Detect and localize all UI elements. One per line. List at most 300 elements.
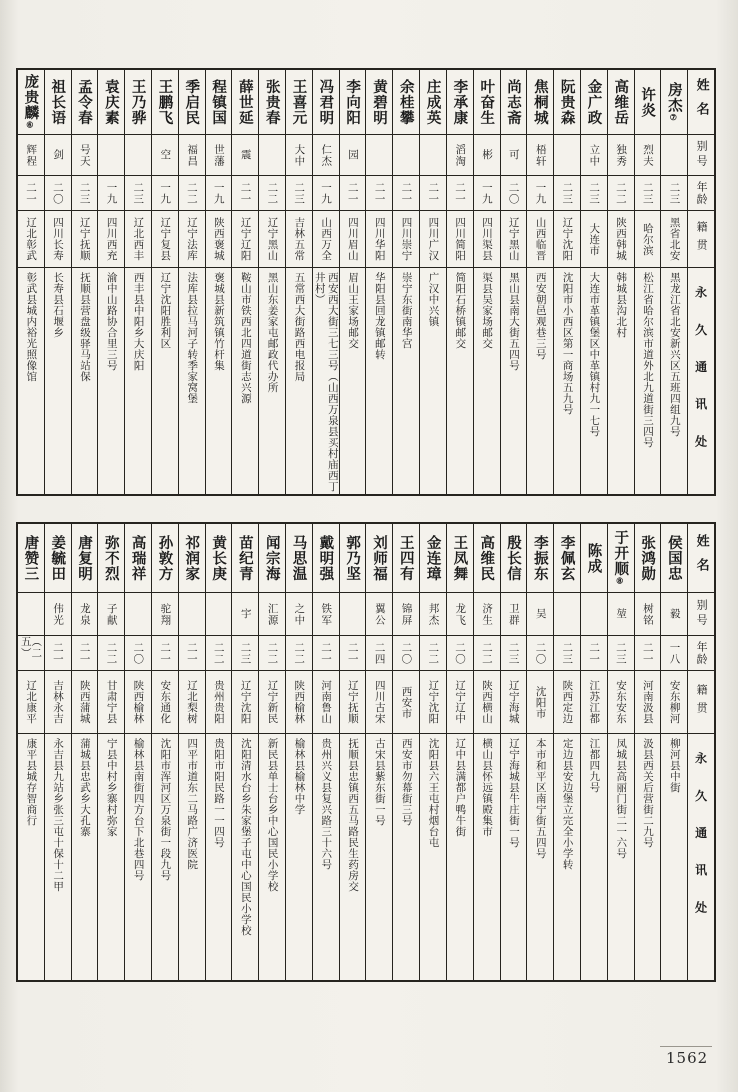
person-column (660, 524, 687, 980)
person-address: 黑龙江省北安新兴区五班四组九号 (668, 272, 681, 437)
native-place-cell (72, 211, 98, 268)
age-cell (125, 176, 151, 211)
age-cell (72, 176, 98, 211)
age-cell (608, 636, 634, 671)
person-alias: 龙飞 (454, 602, 467, 626)
person-age: 二一 (78, 641, 91, 665)
age-cell (152, 636, 178, 671)
age-cell (340, 636, 366, 671)
person-age: （二五） (19, 636, 43, 659)
name-cell (581, 70, 607, 135)
person-column (553, 524, 580, 980)
address-cell (501, 734, 527, 980)
age-cell (447, 636, 473, 671)
person-age: 二四 (373, 641, 386, 665)
person-name-text: 唐复明 (76, 534, 94, 582)
name-cell (45, 524, 71, 593)
person-age: 二一 (427, 181, 440, 205)
name-cell (286, 70, 312, 135)
header-alias (688, 135, 714, 176)
age-cell (393, 636, 419, 671)
person-age: 二一 (239, 181, 252, 205)
person-column (500, 524, 527, 980)
person-address: 辽中县满都户鸭牛街 (454, 738, 467, 837)
person-column (634, 70, 661, 494)
person-address: 黑山东姜家屯邮政代办所 (266, 272, 279, 393)
person-name-text: 祁润家 (183, 534, 201, 582)
address-cell (259, 734, 285, 980)
person-native-place: 辽宁海城 (507, 680, 520, 724)
person-native-place: 辽北康平 (25, 680, 38, 724)
native-place-cell (366, 211, 392, 268)
person-address: 长寿县石堰乡 (52, 272, 65, 338)
person-name-text: 郭乃坚 (344, 534, 362, 582)
person-address: 沈阳市浑河区万泉街一段九号 (159, 738, 172, 881)
alias-cell (554, 593, 580, 636)
person-alias: 可 (507, 149, 520, 161)
person-name-text: 闻宗海 (263, 534, 281, 582)
alias-cell (608, 593, 634, 636)
person-name (479, 535, 494, 582)
person-age: 二一 (346, 181, 359, 205)
person-age: 二三 (641, 181, 654, 205)
person-address: 五常西大街路西电报局 (293, 272, 306, 382)
alias-cell (232, 135, 258, 176)
person-name (613, 530, 628, 586)
person-name-text: 王凤舞 (451, 534, 469, 582)
address-cell (635, 268, 661, 494)
person-name (318, 79, 333, 126)
header-address (688, 268, 714, 494)
person-age: 二三 (668, 181, 681, 205)
person-name-text: 王鹏飞 (156, 78, 174, 126)
person-address: 简阳石桥镇邮交 (454, 272, 467, 349)
address-cell (98, 734, 124, 980)
address-cell (661, 734, 687, 980)
alias-cell (125, 593, 151, 636)
person-alias: 滔淘 (454, 143, 467, 167)
person-name-text: 李承康 (451, 78, 469, 126)
person-alias: 吴 (534, 608, 547, 620)
person-age: 二二 (266, 641, 279, 665)
person-native-place: 沈阳市 (534, 685, 547, 719)
address-cell (179, 268, 205, 494)
person-age: 二三 (78, 181, 91, 205)
name-cell (608, 524, 634, 593)
alias-cell (447, 593, 473, 636)
person-age: 二二 (266, 181, 279, 205)
person-alias: 号天 (78, 143, 91, 167)
person-address: 沈阳清水台乡朱家堡子屯中心国民小学校 (239, 738, 252, 936)
person-native-place: 四川简阳 (454, 217, 467, 261)
person-name (667, 82, 682, 122)
person-address: 松江省哈尔滨市道外北九道街三四号 (642, 272, 655, 448)
person-native-place: 四川华阳 (373, 217, 386, 261)
native-place-cell (18, 671, 44, 734)
name-cell (420, 524, 446, 593)
person-name-text: 孙敦方 (156, 534, 174, 582)
person-address: 蒲城县忠武乡大孔寨 (78, 738, 91, 837)
name-cell (313, 70, 339, 135)
header-age-label: 年龄 (695, 640, 709, 666)
person-column (607, 524, 634, 980)
person-address: 眉山王家场邮交 (347, 272, 360, 349)
header-alias-label: 别号 (695, 599, 709, 629)
address-cell (125, 268, 151, 494)
person-name (291, 79, 306, 126)
alias-cell (72, 593, 98, 636)
person-native-place: 辽宁辽阳 (239, 217, 252, 261)
address-cell (286, 268, 312, 494)
person-native-place: 辽宁沈阳 (239, 680, 252, 724)
native-place-cell (661, 671, 687, 734)
person-native-place: 辽北彰武 (25, 217, 38, 261)
person-native-place: 大连市 (588, 222, 601, 256)
alias-cell (527, 593, 553, 636)
person-column (178, 70, 205, 494)
person-age: 二一 (319, 641, 332, 665)
person-name (23, 535, 38, 582)
person-column (634, 524, 661, 980)
person-address: 定边县安边堡立完全小学转 (561, 738, 574, 870)
alias-cell (179, 135, 205, 176)
person-address: 汲县西关后营街二九号 (642, 738, 655, 848)
name-cell (232, 70, 258, 135)
person-age: 二二 (614, 181, 627, 205)
person-alias: 立中 (588, 143, 601, 167)
person-native-place: 陕西榆林 (132, 680, 145, 724)
person-name (452, 535, 467, 582)
person-age: 二三 (614, 641, 627, 665)
person-age: 二一 (373, 181, 386, 205)
person-column (97, 70, 124, 494)
directory-table-top (16, 68, 716, 496)
person-name-text: 孟令春 (76, 78, 94, 126)
native-place-cell (608, 671, 634, 734)
person-age: 二三 (132, 181, 145, 205)
alias-cell (286, 135, 312, 176)
alias-cell (608, 135, 634, 176)
native-place-cell (152, 671, 178, 734)
address-cell (554, 734, 580, 980)
age-cell (527, 636, 553, 671)
age-cell (554, 636, 580, 671)
alias-cell (474, 135, 500, 176)
person-age: 二三 (561, 641, 574, 665)
age-cell (259, 176, 285, 211)
native-place-cell (447, 211, 473, 268)
alias-cell (45, 135, 71, 176)
person-name (640, 535, 655, 582)
person-address: 褒城县新筑镇竹杆集 (213, 272, 226, 371)
alias-cell (45, 593, 71, 636)
person-name-text: 李振东 (531, 534, 549, 582)
native-place-cell (45, 671, 71, 734)
age-cell (259, 636, 285, 671)
address-cell (393, 734, 419, 980)
name-cell (581, 524, 607, 593)
address-cell (474, 268, 500, 494)
person-native-place: 辽宁新民 (266, 680, 279, 724)
alias-cell (447, 135, 473, 176)
name-cell (340, 524, 366, 593)
person-alias: 烈夫 (641, 143, 654, 167)
person-alias: 剑 (52, 149, 65, 161)
age-cell (447, 176, 473, 211)
person-column (580, 524, 607, 980)
person-age: 二二 (480, 641, 493, 665)
age-cell (366, 176, 392, 211)
native-place-cell (286, 671, 312, 734)
person-name (345, 535, 360, 582)
person-age: 二〇 (51, 181, 64, 205)
person-name (184, 535, 199, 582)
person-name (50, 535, 65, 582)
alias-cell (393, 135, 419, 176)
person-address: 渝中山路协合里三号 (105, 272, 118, 371)
age-cell (501, 636, 527, 671)
person-column (446, 70, 473, 494)
age-cell (313, 636, 339, 671)
age-cell (366, 636, 392, 671)
person-name-text: 陈成 (585, 542, 603, 574)
native-place-cell (206, 671, 232, 734)
alias-cell (98, 593, 124, 636)
native-place-cell (313, 671, 339, 734)
address-cell (340, 268, 366, 494)
native-place-cell (45, 211, 71, 268)
person-age: 一九 (480, 181, 493, 205)
person-native-place: 陕西蒲城 (78, 680, 91, 724)
person-name (291, 535, 306, 582)
person-name (130, 535, 145, 582)
person-native-place: 辽宁抚顺 (346, 680, 359, 724)
person-native-place: 辽北梨树 (186, 680, 198, 724)
header-native-label: 籍贯 (695, 684, 709, 720)
age-cell (152, 176, 178, 211)
native-place-cell (527, 671, 553, 734)
address-cell (206, 734, 232, 980)
address-cell (527, 268, 553, 494)
person-column (339, 524, 366, 980)
person-alias: 堃 (615, 608, 628, 620)
native-place-cell (661, 211, 687, 268)
alias-cell (420, 593, 446, 636)
person-column (44, 70, 71, 494)
person-name-text: 余桂攀 (397, 78, 415, 126)
person-alias: 邦杰 (427, 602, 440, 626)
age-cell (179, 176, 205, 211)
age-cell (72, 636, 98, 671)
person-name (104, 79, 119, 126)
person-alias: 锦屏 (400, 602, 413, 626)
address-cell (608, 268, 634, 494)
address-cell (501, 268, 527, 494)
native-place-cell (554, 671, 580, 734)
person-address: 宁县中村乡寨村弥家 (105, 738, 118, 837)
person-address: 辽宁海城县牛庄街一号 (507, 738, 520, 848)
person-name-text: 金连璋 (424, 534, 442, 582)
alias-cell (259, 593, 285, 636)
person-alias: 汇源 (266, 602, 279, 626)
name-cell (45, 70, 71, 135)
person-column (97, 524, 124, 980)
name-cell (152, 524, 178, 593)
person-name-text: 薛世延 (236, 78, 254, 126)
name-cell (340, 70, 366, 135)
person-name-text: 唐赞三 (22, 534, 40, 582)
person-native-place: 四川崇宁 (400, 217, 413, 261)
age-cell (608, 176, 634, 211)
age-cell (125, 636, 151, 671)
age-cell (581, 636, 607, 671)
name-cell (179, 70, 205, 135)
person-alias: 子献 (105, 602, 118, 626)
person-age: 二一 (454, 181, 467, 205)
native-place-cell (259, 211, 285, 268)
name-cell (447, 524, 473, 593)
person-address: 韩城县沟北村 (615, 272, 628, 338)
alias-cell (18, 593, 44, 636)
address-cell (313, 268, 339, 494)
person-alias: 梧轩 (534, 143, 547, 167)
alias-cell (554, 135, 580, 176)
person-age: 二一 (185, 641, 198, 665)
person-name-text: 王四有 (397, 534, 415, 582)
age-cell (179, 636, 205, 671)
person-name (613, 79, 628, 126)
person-address: 抚顺县忠镇西五马路民生药房交 (347, 738, 360, 892)
person-name-text: 殷长信 (505, 534, 523, 582)
address-cell (366, 268, 392, 494)
person-name-text: 房杰 (665, 82, 683, 113)
person-age: 二二 (427, 641, 440, 665)
alias-cell (179, 593, 205, 636)
name-cell (527, 70, 553, 135)
native-place-cell (447, 671, 473, 734)
header-column (687, 524, 714, 980)
address-cell (125, 734, 151, 980)
person-alias: 仁杰 (320, 143, 333, 167)
header-native (688, 671, 714, 734)
alias-cell (152, 135, 178, 176)
person-age: 二一 (588, 641, 601, 665)
person-address: 本市和平区南宁街五四号 (534, 738, 547, 859)
person-address: 永吉县九站乡张三屯十保十二甲 (52, 738, 65, 892)
person-column (178, 524, 205, 980)
name-cell (72, 70, 98, 135)
person-address: 鞍山市铁西北四道街志兴源 (239, 272, 252, 404)
native-place-cell (206, 211, 232, 268)
person-name-text: 张贵春 (263, 78, 281, 126)
person-native-place: 江苏江都 (588, 680, 601, 724)
person-column (660, 70, 687, 494)
person-name (211, 535, 226, 582)
person-native-place: 四川古宋 (373, 680, 386, 724)
alias-cell (661, 593, 687, 636)
person-age: 一八 (668, 641, 681, 665)
person-name (23, 74, 38, 130)
name-cell (608, 70, 634, 135)
name-cell (232, 524, 258, 593)
age-cell (420, 176, 446, 211)
person-native-place: 安东通化 (159, 680, 172, 724)
alias-cell (72, 135, 98, 176)
age-cell (98, 176, 124, 211)
person-name-text: 金广政 (585, 78, 603, 126)
alias-cell (206, 593, 232, 636)
person-age: 二三 (293, 181, 306, 205)
person-native-place: 辽宁沈阳 (427, 680, 440, 724)
native-place-cell (125, 211, 151, 268)
address-cell (152, 268, 178, 494)
person-column (339, 70, 366, 494)
person-name-text: 黄长庚 (210, 534, 228, 582)
person-age: 二一 (346, 641, 359, 665)
person-name-text: 刘师福 (370, 534, 388, 582)
person-name-text: 苗纪青 (236, 534, 254, 582)
alias-cell (313, 593, 339, 636)
person-alias: 宇 (239, 608, 252, 620)
header-alias-label: 别号 (695, 140, 709, 170)
address-cell (18, 734, 44, 980)
person-name (399, 535, 414, 582)
name-annotation-mark: ⑥ (25, 120, 36, 130)
person-column (500, 70, 527, 494)
person-name-text: 阮贵森 (558, 78, 576, 126)
person-alias: 伟光 (52, 602, 65, 626)
person-name (50, 79, 65, 126)
person-column (285, 524, 312, 980)
person-name (345, 79, 360, 126)
person-name (264, 79, 279, 126)
person-native-place: 辽宁黑山 (507, 217, 520, 261)
name-cell (366, 524, 392, 593)
person-column (446, 524, 473, 980)
person-name-text: 高瑞祥 (129, 534, 147, 582)
alias-cell (232, 593, 258, 636)
person-age: 二〇 (132, 641, 145, 665)
native-place-cell (259, 671, 285, 734)
alias-cell (635, 135, 661, 176)
address-cell (45, 268, 71, 494)
address-cell (72, 734, 98, 980)
alias-cell (635, 593, 661, 636)
person-age: 二〇 (507, 181, 520, 205)
native-place-cell (501, 671, 527, 734)
person-native-place: 吉林永吉 (51, 680, 64, 724)
person-age: 二三 (588, 181, 601, 205)
header-name (688, 524, 714, 593)
person-address: 横山县怀远镇殿集市 (481, 738, 494, 837)
person-name-text: 庄成英 (424, 78, 442, 126)
person-name-text: 高维岳 (612, 78, 630, 126)
address-cell (98, 268, 124, 494)
native-place-cell (232, 671, 258, 734)
person-name-text: 焦桐城 (531, 78, 549, 126)
person-column (151, 524, 178, 980)
person-alias: 辉程 (25, 143, 38, 167)
native-place-cell (179, 671, 205, 734)
header-native-label: 籍贯 (695, 221, 709, 257)
address-cell (447, 734, 473, 980)
address-cell (152, 734, 178, 980)
name-cell (72, 524, 98, 593)
address-cell (45, 734, 71, 980)
person-address: 柳河县中街 (668, 738, 681, 793)
name-cell (393, 524, 419, 593)
address-cell (286, 734, 312, 980)
